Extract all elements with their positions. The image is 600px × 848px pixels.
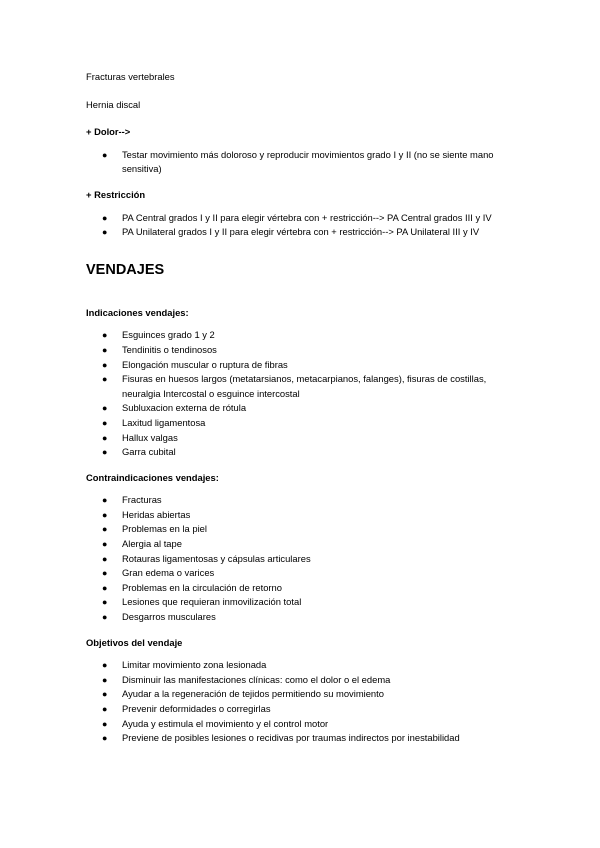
list-item-text: PA Central grados I y II para elegir vértebra con + restricción--> PA Central grados III y IV xyxy=(122,211,492,223)
contraindicaciones-list xyxy=(86,493,526,624)
list-item xyxy=(86,328,526,343)
list-item xyxy=(86,211,526,226)
bullet-icon: ● xyxy=(102,495,108,506)
list-item xyxy=(86,431,526,446)
contraindicaciones-heading: Contraindicaciones vendajes: xyxy=(86,471,219,483)
bullet-icon: ● xyxy=(102,344,108,355)
bullet-icon: ● xyxy=(102,212,108,223)
list-item xyxy=(86,566,526,581)
list-item xyxy=(86,552,526,567)
list-item xyxy=(86,702,526,717)
list-item-text: Previene de posibles lesiones o recidivas por traumas indirectos por inestabilidad xyxy=(122,732,460,744)
list-item xyxy=(86,358,526,373)
objetivos-heading: Objetivos del vendaje xyxy=(86,636,183,648)
list-item xyxy=(86,508,526,523)
list-item-text: Alergia al tape xyxy=(122,538,182,550)
bullet-icon: ● xyxy=(102,660,108,671)
list-item-text: Esguinces grado 1 y 2 xyxy=(122,329,215,341)
list-item-text: Limitar movimiento zona lesionada xyxy=(122,659,267,671)
list-item-text: Testar movimiento más doloroso y reproducir movimientos grado I y II (no se siente mano sensitiva) xyxy=(122,148,494,175)
list-item-text: PA Unilateral grados I y II para elegir vértebra con + restricción--> PA Unilateral III y IV xyxy=(122,226,480,238)
list-item xyxy=(86,537,526,552)
list-item xyxy=(86,658,526,673)
bullet-icon: ● xyxy=(102,509,108,520)
bullet-icon: ● xyxy=(102,330,108,341)
list-item-text: Problemas en la piel xyxy=(122,523,207,535)
list-item-text: Hallux valgas xyxy=(122,431,178,443)
bullet-icon: ● xyxy=(102,417,108,428)
list-item-text: Heridas abiertas xyxy=(122,508,191,520)
dolor-list xyxy=(86,148,526,177)
list-item-text: Lesiones que requieran inmovilización total xyxy=(122,596,302,608)
list-item-text: Fracturas xyxy=(122,494,162,506)
list-item xyxy=(86,717,526,732)
restriccion-heading: + Restricción xyxy=(86,188,146,200)
list-item-text: Elongación muscular o ruptura de fibras xyxy=(122,358,288,370)
list-item-text: Disminuir las manifestaciones clínicas: como el dolor o el edema xyxy=(122,673,391,685)
fracturas-line: Fracturas vertebrales xyxy=(86,71,175,82)
bullet-icon: ● xyxy=(102,582,108,593)
bullet-icon: ● xyxy=(102,539,108,550)
section-title: VENDAJES xyxy=(86,261,165,278)
bullet-icon: ● xyxy=(102,674,108,685)
bullet-icon: ● xyxy=(102,612,108,623)
bullet-icon: ● xyxy=(102,524,108,535)
list-item-text: Tendinitis o tendinosos xyxy=(122,343,217,355)
list-item xyxy=(86,416,526,431)
objetivos-list xyxy=(86,658,526,746)
list-item-text: Garra cubital xyxy=(122,446,176,458)
list-item xyxy=(86,401,526,416)
list-item xyxy=(86,687,526,702)
list-item-text: Ayudar a la regeneración de tejidos permitiendo su movimiento xyxy=(122,688,384,700)
hernia-line: Hernia discal xyxy=(86,98,141,110)
list-item xyxy=(86,581,526,596)
indicaciones-heading: Indicaciones vendajes: xyxy=(86,306,189,318)
bullet-icon: ● xyxy=(102,432,108,443)
bullet-icon: ● xyxy=(102,597,108,608)
indicaciones-list xyxy=(86,328,526,459)
list-item xyxy=(86,343,526,358)
document-page xyxy=(86,70,526,757)
bullet-icon: ● xyxy=(102,718,108,729)
bullet-icon: ● xyxy=(102,149,108,160)
list-item-text: Fisuras en huesos largos (metatarsianos, metacarpianos, falanges), fisuras de costillas, neuralgia Intercostal o esguince intercostal xyxy=(122,373,487,399)
list-item xyxy=(86,610,526,625)
bullet-icon: ● xyxy=(102,689,108,700)
bullet-icon: ● xyxy=(102,553,108,564)
list-item-text: Ayuda y estimula el movimiento y el control motor xyxy=(122,717,329,729)
bullet-icon: ● xyxy=(102,568,108,579)
list-item-text: Laxitud ligamentosa xyxy=(122,416,206,428)
list-item xyxy=(86,731,526,746)
list-item xyxy=(86,493,526,508)
list-item-text: Gran edema o varices xyxy=(122,567,215,579)
bullet-icon: ● xyxy=(102,733,108,744)
bullet-icon: ● xyxy=(102,704,108,714)
dolor-heading: + Dolor--> xyxy=(86,126,131,138)
bullet-icon: ● xyxy=(102,227,108,238)
restriccion-list xyxy=(86,211,526,240)
bullet-icon: ● xyxy=(102,447,108,458)
list-item-text: Prevenir deformidades o corregirlas xyxy=(122,703,271,714)
list-item xyxy=(86,595,526,610)
list-item-text: Rotauras ligamentosas y cápsulas articulares xyxy=(122,552,311,564)
list-item-text: Desgarros musculares xyxy=(122,611,216,623)
list-item xyxy=(86,225,526,240)
list-item-text: Subluxacion externa de rótula xyxy=(122,402,247,414)
list-item xyxy=(86,372,526,401)
bullet-icon: ● xyxy=(102,374,108,385)
list-item xyxy=(86,445,526,460)
bullet-icon: ● xyxy=(102,403,108,414)
list-item xyxy=(86,522,526,537)
list-item xyxy=(86,673,526,688)
bullet-icon: ● xyxy=(102,359,108,370)
list-item-text: Problemas en la circulación de retorno xyxy=(122,581,282,593)
list-item xyxy=(86,148,526,177)
